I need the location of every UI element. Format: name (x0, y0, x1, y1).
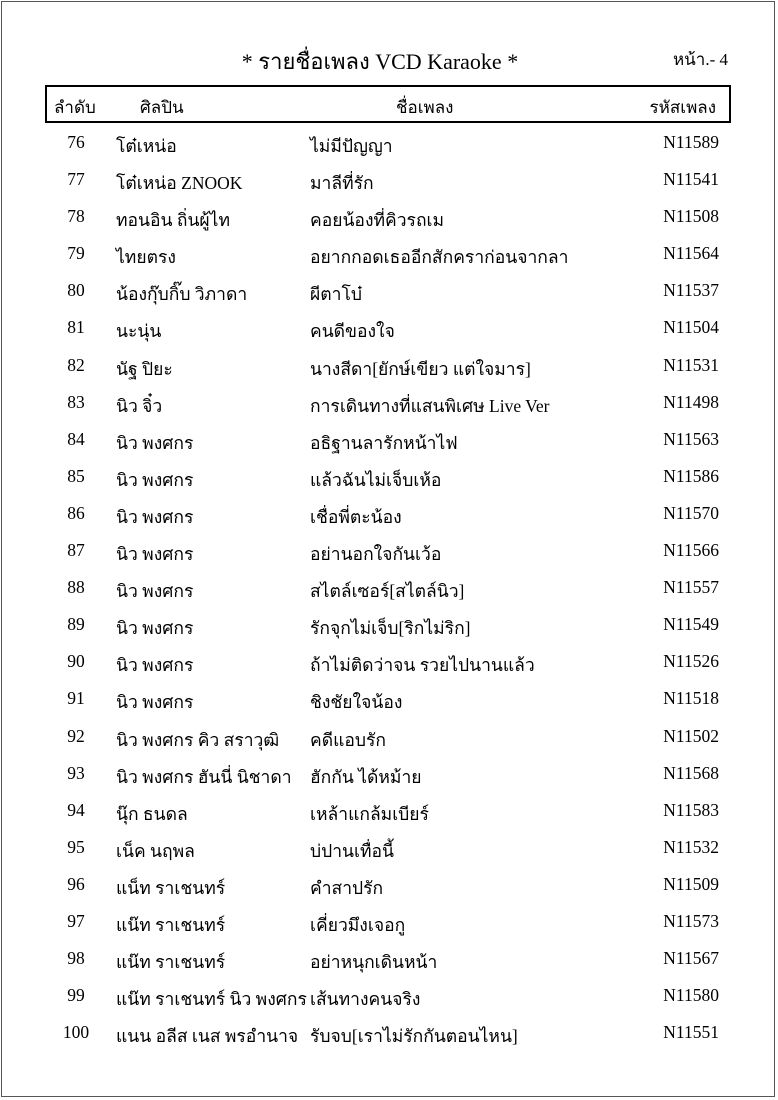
table-row (0, 309, 778, 346)
row-number: 79 (67, 243, 85, 264)
table-row (0, 940, 778, 977)
row-song: เส้นทางคนจริง (310, 989, 421, 1010)
row-number: 98 (67, 948, 85, 969)
row-song: อย่าหนุกเดินหน้า (310, 952, 438, 973)
row-artist: ทอนอิน ถิ่นผู้ไท (116, 210, 231, 231)
row-number: 85 (67, 465, 85, 486)
row-song: สไตล์เซอร์[สไตล์นิว] (310, 581, 465, 602)
row-number: 83 (67, 391, 85, 412)
table-row (0, 532, 778, 569)
row-song: มาลีที่รัก (310, 173, 374, 194)
row-artist: นิว พงศกร (116, 432, 194, 453)
row-code: N11589 (663, 132, 719, 152)
table-row (0, 792, 778, 829)
row-number: 89 (67, 614, 85, 635)
row-artist: โต๋เหน่อ ZNOOK (116, 173, 243, 194)
row-artist: นิว พงศกร คิว สราวุฒิ (116, 729, 280, 750)
row-song: ฮักกัน ได้หม้าย (310, 766, 422, 787)
row-number: 95 (67, 836, 85, 857)
row-number: 84 (67, 428, 85, 449)
table-row (0, 161, 778, 198)
row-artist: นิว พงศกร (116, 692, 194, 713)
table-row (0, 421, 778, 458)
row-song: คำสาปรัก (310, 877, 384, 898)
row-number: 76 (67, 132, 85, 152)
row-number: 91 (67, 688, 85, 709)
page-number: หน้า.- 4 (672, 50, 728, 69)
row-song: ไม่มีปัญญา (310, 136, 393, 156)
row-number: 90 (67, 651, 85, 672)
row-code: N11583 (663, 799, 719, 820)
row-code: N11563 (663, 428, 719, 449)
row-code: N11537 (663, 280, 719, 301)
row-song: แล้วฉันไม่เจ็บเห้อ (310, 469, 442, 490)
header-number: ลำดับ (54, 98, 96, 117)
row-number: 92 (67, 725, 85, 746)
row-code: N11549 (663, 614, 719, 635)
header-artist: ศิลปิน (140, 98, 184, 117)
page-title: * รายชื่อเพลง VCD Karaoke * (241, 49, 519, 74)
row-number: 87 (67, 540, 85, 561)
row-code: N11498 (663, 391, 719, 412)
row-artist: น้องกุ๊บกิ๊บ วิภาดา (116, 284, 248, 305)
row-number: 100 (62, 1022, 90, 1043)
row-song: รับจบ[เราไม่รักกันตอนไหน] (310, 1026, 518, 1047)
row-song: คดีแอบรัก (310, 729, 386, 750)
row-song: ชิงชัยใจน้อง (310, 692, 403, 713)
row-number: 93 (67, 762, 85, 783)
table-header (45, 85, 731, 123)
row-song: ถ้าไม่ติดว่าจน รวยไปนานแล้ว (310, 655, 535, 676)
row-artist: แน๊ท ราเชนทร์ (116, 914, 226, 935)
row-number: 99 (67, 985, 85, 1006)
row-code: N11567 (663, 948, 719, 969)
row-artist: นิว พงศกร (116, 618, 194, 639)
row-number: 94 (67, 799, 85, 820)
table-row (0, 1014, 778, 1051)
row-song: บ่ปานเทื่อนี้ (310, 840, 394, 861)
row-number: 81 (67, 317, 85, 338)
row-song: เหล้าแกล้มเบียร์ (310, 803, 429, 824)
row-artist: ไทยตรง (116, 247, 176, 268)
row-song: เคี่ยวมึงเจอกู (310, 914, 406, 935)
row-artist: แน็ท ราเชนทร์ (116, 877, 226, 898)
row-artist: นะนุ่น (116, 321, 162, 342)
row-number: 96 (67, 873, 85, 894)
row-song: อธิฐานลารักหน้าไฟ (310, 432, 458, 453)
row-artist: นิว พงศกร (116, 581, 194, 602)
table-row (0, 643, 778, 680)
row-code: N11518 (663, 688, 719, 709)
row-artist: แน๊ท ราเชนทร์ (116, 952, 226, 973)
row-code: N11541 (663, 169, 719, 190)
row-artist: นิว พงศกร (116, 655, 194, 676)
row-artist: นัฐ ปิยะ (116, 358, 173, 379)
table-row (0, 903, 778, 940)
row-number: 78 (67, 206, 85, 227)
row-code: N11551 (663, 1022, 719, 1043)
song-list (0, 124, 778, 1051)
row-song: อย่านอกใจกันเว้อ (310, 544, 442, 565)
row-artist: นิว พงศกร ฮันนี่ นิชาดา (116, 766, 292, 787)
row-code: N11580 (663, 985, 719, 1006)
row-number: 82 (67, 354, 85, 375)
row-code: N11566 (663, 540, 719, 561)
table-row (0, 977, 778, 1014)
row-song: อยากกอดเธออีกสักคราก่อนจากลา (310, 247, 569, 268)
table-row (0, 718, 778, 755)
table-row (0, 347, 778, 384)
row-code: N11504 (663, 317, 719, 338)
row-artist: นิว พงศกร (116, 506, 194, 527)
row-code: N11509 (663, 873, 719, 894)
row-artist: นิว พงศกร (116, 469, 194, 490)
table-row (0, 384, 778, 421)
row-code: N11586 (663, 465, 719, 486)
row-song: การเดินทางที่แสนพิเศษ Live Ver (310, 395, 550, 416)
row-code: N11502 (663, 725, 719, 746)
row-song: เชื่อพี่ตะน้อง (310, 506, 402, 527)
row-song: รักจุกไม่เจ็บ[ริกไม่ริก] (310, 618, 471, 639)
row-artist: เน็ค นฤพล (116, 840, 195, 861)
row-number: 80 (67, 280, 85, 301)
row-code: N11568 (663, 762, 719, 783)
row-number: 88 (67, 577, 85, 598)
row-code: N11526 (663, 651, 719, 672)
table-row (0, 124, 778, 161)
header-song: ชื่อเพลง (396, 98, 454, 117)
row-song: คนดีของใจ (310, 321, 395, 342)
row-code: N11570 (663, 502, 719, 523)
row-song: คอยน้องที่คิวรถเม (310, 210, 445, 231)
row-artist: นิว พงศกร (116, 544, 194, 565)
row-code: N11508 (663, 206, 719, 227)
table-row (0, 495, 778, 532)
table-row (0, 866, 778, 903)
row-artist: นุ๊ก ธนดล (116, 803, 188, 824)
table-row (0, 569, 778, 606)
row-code: N11532 (663, 836, 719, 857)
table-row (0, 235, 778, 272)
table-row (0, 272, 778, 309)
row-number: 97 (67, 910, 85, 931)
row-code: N11557 (663, 577, 719, 598)
row-artist: นิว จิ๋ว (116, 395, 163, 416)
table-row (0, 680, 778, 717)
row-number: 77 (67, 169, 85, 190)
row-code: N11573 (663, 910, 719, 931)
table-row (0, 458, 778, 495)
table-row (0, 606, 778, 643)
row-song: นางสีดา[ยักษ์เขียว แต่ใจมาร] (310, 358, 531, 379)
row-artist: โต๋เหน่อ (116, 136, 177, 156)
row-code: N11531 (663, 354, 719, 375)
table-row (0, 198, 778, 235)
table-row (0, 829, 778, 866)
row-number: 86 (67, 502, 85, 523)
row-song: ผีตาโบ๋ (310, 284, 362, 305)
row-artist: แน๊ท ราเชนทร์ นิว พงศกร (116, 989, 307, 1010)
table-row (0, 755, 778, 792)
row-code: N11564 (663, 243, 719, 264)
header-code: รหัสเพลง (649, 98, 716, 117)
row-artist: แนน อลีส เนส พรอำนาจ (116, 1026, 299, 1047)
